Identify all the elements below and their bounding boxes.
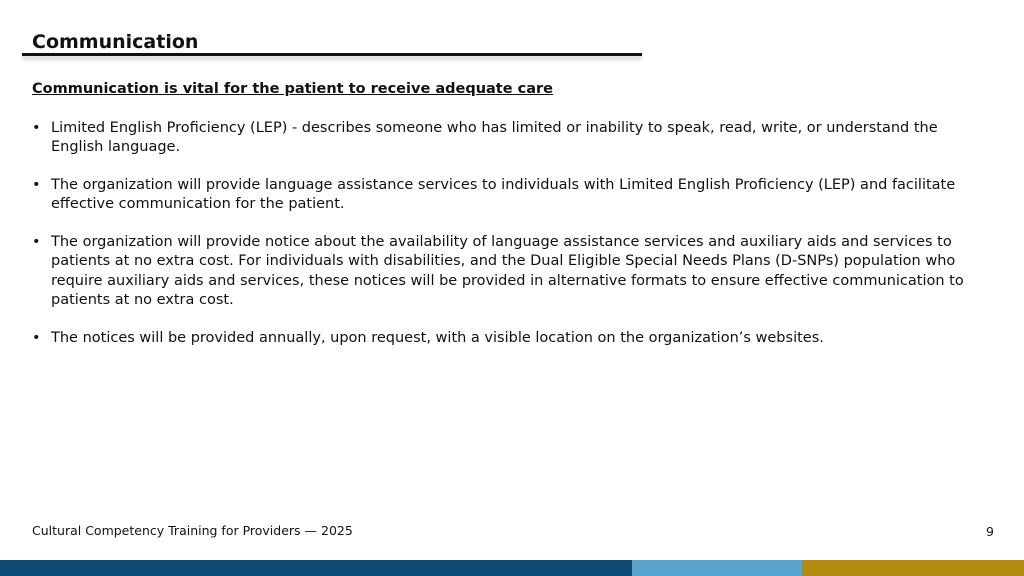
bullet-dot-icon: •: [32, 329, 41, 346]
bullet-list: [32, 119, 972, 349]
bullet-text: The notices will be provided annually, upon request, with a visible location on the organization’s websites.: [51, 329, 824, 346]
footer-bar-gold: [802, 560, 1024, 576]
slide-content: [32, 80, 972, 366]
bullet-item: [32, 119, 972, 158]
bullet-text: The organization will provide notice about the availability of language assistance services and auxiliary aids and services to patients at no extra cost. For individuals with disabilities, and the Dual Eligible Special Needs Plans (D-SNPs) population who require auxiliary aids and services, these notices will be provided in alternative formats to ensure effective communication to patients at no extra cost.: [51, 233, 964, 308]
title-underline-rule: [22, 53, 642, 56]
slide-title: Communication: [32, 31, 199, 53]
bullet-text: The organization will provide language assistance services to individuals with Limited English Proficiency (LEP) and facilitate effective communication for the patient.: [51, 176, 956, 212]
bullet-item: [32, 233, 972, 311]
footer-color-bar: [0, 560, 1024, 576]
page-number: 9: [986, 524, 994, 539]
footer-bar-dark-blue: [0, 560, 632, 576]
footer-bar-light-blue: [632, 560, 802, 576]
bullet-dot-icon: •: [32, 119, 41, 136]
bullet-item: [32, 176, 972, 215]
bullet-dot-icon: •: [32, 233, 41, 250]
footer-text: Cultural Competency Training for Providers — 2025: [32, 523, 353, 538]
bullet-dot-icon: •: [32, 176, 41, 193]
bullet-text: Limited English Proficiency (LEP) - describes someone who has limited or inability to speak, read, write, or understand the English language.: [51, 119, 938, 155]
bullet-item: [32, 329, 972, 349]
slide-subheading: Communication is vital for the patient to receive adequate care: [32, 81, 553, 97]
